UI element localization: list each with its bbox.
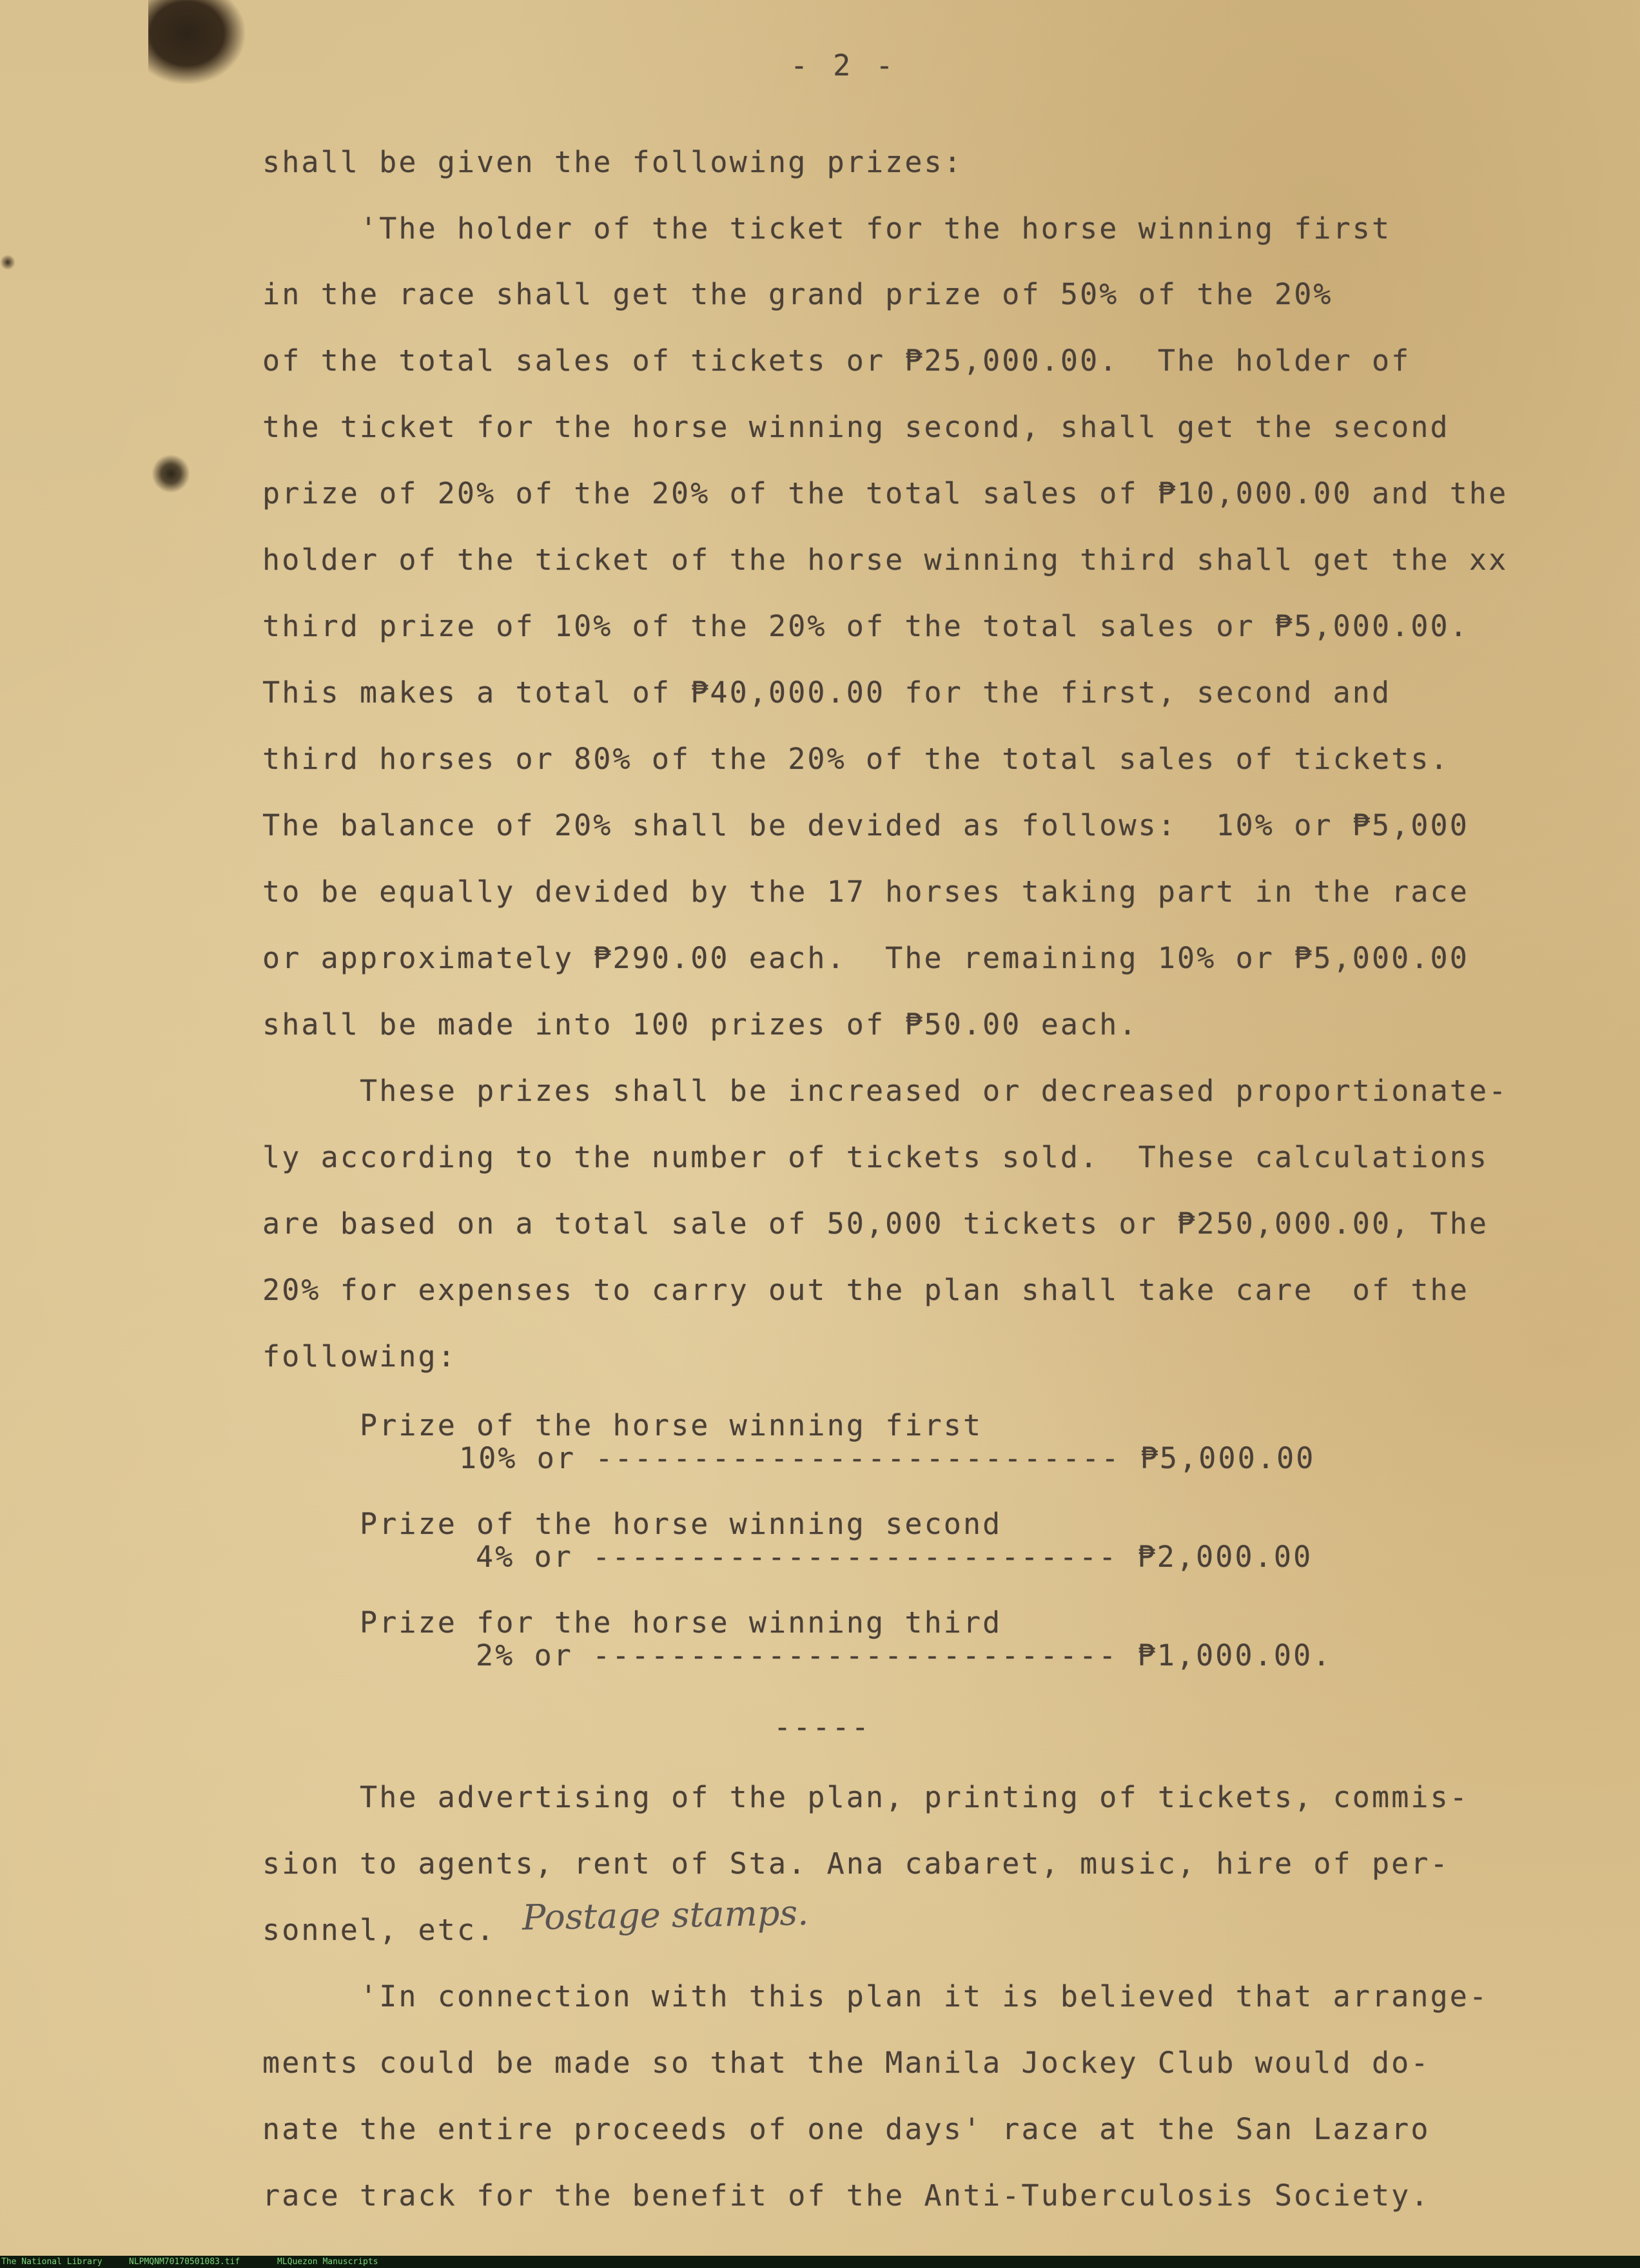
- text-line: These prizes shall be increased or decreased proportionate-: [360, 1074, 1508, 1108]
- text-line: shall be made into 100 prizes of ₱50.00 each.: [262, 1007, 1138, 1042]
- text-line: third horses or 80% of the 20% of the total sales of tickets.: [262, 742, 1450, 776]
- text-line: 'In connection with this plan it is believed that arrange-: [360, 1979, 1489, 2013]
- ink-stain: [0, 255, 15, 270]
- prize-item-detail: 4% or --------------------------- ₱2,000.00: [476, 1540, 1313, 1574]
- text-line: The balance of 20% shall be devided as follows: 10% or ₱5,000: [262, 808, 1469, 842]
- handwritten-note: Postage stamps.: [522, 1892, 809, 1938]
- footer-file: NLPMQNM70170501083.tif: [129, 2257, 240, 2267]
- text-line: sion to agents, rent of Sta. Ana cabaret, music, hire of per-: [262, 1846, 1450, 1881]
- text-line: of the total sales of tickets or ₱25,000.00. The holder of: [262, 344, 1411, 378]
- prize-item-title: Prize for the horse winning third: [360, 1605, 1002, 1640]
- section-separator: -----: [774, 1710, 871, 1744]
- page-number: - 2 -: [790, 48, 897, 82]
- text-line: ly according to the number of tickets sold. These calculations: [262, 1140, 1489, 1174]
- prize-item-detail: 2% or --------------------------- ₱1,000.00.: [476, 1638, 1332, 1672]
- ink-stain: [148, 0, 245, 84]
- footer-library: The National Library: [1, 2257, 102, 2267]
- text-line: shall be given the following prizes:: [262, 145, 963, 179]
- text-line: ments could be made so that the Manila Jockey Club would do-: [262, 2046, 1430, 2080]
- text-line: or approximately ₱290.00 each. The remaining 10% or ₱5,000.00: [262, 941, 1469, 975]
- text-line: prize of 20% of the 20% of the total sales of ₱10,000.00 and the: [262, 476, 1508, 510]
- text-line: to be equally devided by the 17 horses taking part in the race: [262, 875, 1469, 909]
- text-line: sonnel, etc.: [262, 1913, 496, 1947]
- text-line: holder of the ticket of the horse winning third shall get the xx: [262, 543, 1508, 577]
- text-line: 'The holder of the ticket for the horse winning first: [360, 211, 1392, 246]
- text-line: The advertising of the plan, printing of tickets, commis-: [360, 1780, 1469, 1814]
- text-line: in the race shall get the grand prize of 50% of the 20%: [262, 277, 1333, 311]
- text-line: following:: [262, 1339, 457, 1373]
- prize-item-detail: 10% or --------------------------- ₱5,000.00: [459, 1441, 1316, 1475]
- text-line: 20% for expenses to carry out the plan shall take care of the: [262, 1273, 1469, 1307]
- text-line: This makes a total of ₱40,000.00 for the first, second and: [262, 675, 1392, 710]
- text-line: nate the entire proceeds of one days' race at the San Lazaro: [262, 2112, 1430, 2146]
- archive-footer: [0, 2256, 1640, 2268]
- text-line: are based on a total sale of 50,000 tickets or ₱250,000.00, The: [262, 1207, 1489, 1241]
- text-line: third prize of 10% of the 20% of the total sales or ₱5,000.00.: [262, 609, 1469, 643]
- prize-item-title: Prize of the horse winning first: [360, 1408, 983, 1442]
- footer-collection: MLQuezon Manuscripts: [277, 2257, 378, 2267]
- prize-item-title: Prize of the horse winning second: [360, 1507, 1002, 1541]
- text-line: race track for the benefit of the Anti-Tuberculosis Society.: [262, 2178, 1430, 2213]
- ink-stain: [151, 454, 190, 493]
- text-line: the ticket for the horse winning second, shall get the second: [262, 410, 1450, 444]
